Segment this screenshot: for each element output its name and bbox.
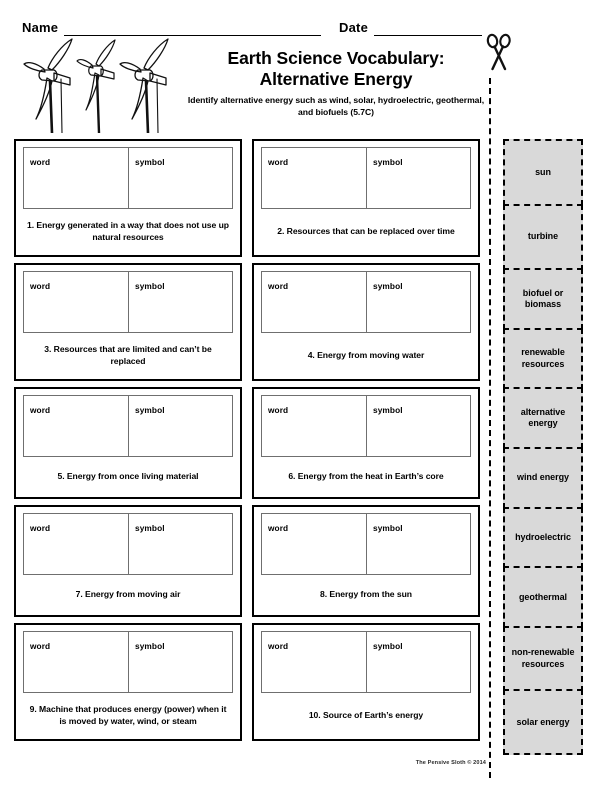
card-row <box>14 623 480 741</box>
word-bank-item-biofuel-or-biomass[interactable]: biofuel or biomass <box>503 268 583 330</box>
symbol-header: symbol <box>135 405 165 415</box>
name-label: Name <box>22 20 59 35</box>
card-table <box>23 395 233 457</box>
word-bank-item-renewable-resources[interactable]: renewable resources <box>503 328 583 390</box>
card-row <box>14 505 480 617</box>
card-row <box>14 387 480 499</box>
card-table <box>261 395 471 457</box>
word-header: word <box>30 405 51 415</box>
word-header: word <box>268 405 289 415</box>
word-header: word <box>30 157 51 167</box>
word-header: word <box>30 641 51 651</box>
word-header: word <box>30 523 51 533</box>
card-table <box>261 631 471 693</box>
symbol-cell[interactable] <box>366 272 470 332</box>
symbol-header: symbol <box>135 641 165 651</box>
card-row <box>14 139 480 257</box>
card-clue: 9. Machine that produces energy (power) when it is moved by water, wind, or steam <box>29 704 227 726</box>
word-bank-item-solar-energy[interactable]: solar energy <box>503 689 583 755</box>
word-header: word <box>268 641 289 651</box>
word-bank-item-hydroelectric[interactable]: hydroelectric <box>503 507 583 569</box>
word-bank-item-wind-energy[interactable]: wind energy <box>503 447 583 509</box>
word-header: word <box>268 157 289 167</box>
symbol-cell[interactable] <box>128 632 232 692</box>
card-clue: 7. Energy from moving air <box>75 589 181 599</box>
word-bank-item-turbine[interactable]: turbine <box>503 204 583 271</box>
card-table <box>261 147 471 209</box>
vocab-card-9[interactable] <box>14 623 242 741</box>
word-cell[interactable] <box>262 272 366 332</box>
card-clue: 3. Resources that are limited and can’t be replaced <box>44 344 212 366</box>
word-header: word <box>268 523 289 533</box>
card-clue: 6. Energy from the heat in Earth’s core <box>288 471 444 481</box>
card-table <box>23 513 233 575</box>
date-group <box>339 20 482 36</box>
wind-turbines-icon <box>14 33 194 133</box>
copyright-credit: The Pensive Sloth © 2014 <box>415 760 486 766</box>
word-bank-strip <box>503 139 583 753</box>
symbol-header: symbol <box>135 281 165 291</box>
symbol-header: symbol <box>135 523 165 533</box>
word-cell[interactable] <box>24 632 128 692</box>
word-cell[interactable] <box>24 396 128 456</box>
vocab-card-2[interactable] <box>252 139 480 257</box>
card-table <box>23 271 233 333</box>
page-subtitle: Identify alternative energy such as wind, solar, hydroelectric, geothermal, and biofuels (5.7C) <box>187 95 485 117</box>
vocab-card-3[interactable] <box>14 263 242 381</box>
date-write-line[interactable] <box>374 20 482 36</box>
card-table <box>261 513 471 575</box>
symbol-header: symbol <box>373 523 403 533</box>
symbol-cell[interactable] <box>128 272 232 332</box>
vocab-card-10[interactable] <box>252 623 480 741</box>
vocab-card-1[interactable] <box>14 139 242 257</box>
vocab-card-4[interactable] <box>252 263 480 381</box>
word-cell[interactable] <box>24 272 128 332</box>
cut-line <box>489 78 491 778</box>
card-clue: 1. Energy generated in a way that does not use up natural resources <box>27 220 229 242</box>
word-cell[interactable] <box>262 632 366 692</box>
card-table <box>261 271 471 333</box>
card-table <box>23 147 233 209</box>
word-bank-item-sun[interactable]: sun <box>503 139 583 206</box>
symbol-header: symbol <box>373 281 403 291</box>
date-label: Date <box>339 20 368 35</box>
card-clue: 2. Resources that can be replaced over time <box>277 226 455 236</box>
page-title-line1: Earth Science Vocabulary: <box>227 48 445 68</box>
symbol-cell[interactable] <box>366 148 470 208</box>
word-bank-item-alternative-energy[interactable]: alternative energy <box>503 387 583 449</box>
card-clue: 10. Source of Earth’s energy <box>308 710 424 720</box>
symbol-header: symbol <box>373 405 403 415</box>
word-header: word <box>30 281 51 291</box>
card-row <box>14 263 480 381</box>
symbol-cell[interactable] <box>128 514 232 574</box>
symbol-cell[interactable] <box>366 396 470 456</box>
card-clue: 4. Energy from moving water <box>307 350 425 360</box>
word-bank-item-non-renewable-resources[interactable]: non-renewable resources <box>503 626 583 692</box>
title-block <box>186 48 486 118</box>
word-header: word <box>268 281 289 291</box>
symbol-cell[interactable] <box>128 396 232 456</box>
vocab-card-8[interactable] <box>252 505 480 617</box>
page-title-line2: Alternative Energy <box>259 69 413 89</box>
word-cell[interactable] <box>262 148 366 208</box>
word-cell[interactable] <box>24 514 128 574</box>
vocab-card-6[interactable] <box>252 387 480 499</box>
symbol-cell[interactable] <box>128 148 232 208</box>
symbol-header: symbol <box>135 157 165 167</box>
word-bank-item-geothermal[interactable]: geothermal <box>503 566 583 628</box>
card-clue: 5. Energy from once living material <box>57 471 199 481</box>
vocabulary-card-grid <box>14 139 480 747</box>
scissors-icon <box>481 33 517 78</box>
card-clue: 8. Energy from the sun <box>319 589 413 599</box>
word-cell[interactable] <box>262 514 366 574</box>
symbol-cell[interactable] <box>366 632 470 692</box>
word-cell[interactable] <box>24 148 128 208</box>
symbol-header: symbol <box>373 641 403 651</box>
vocab-card-5[interactable] <box>14 387 242 499</box>
symbol-header: symbol <box>373 157 403 167</box>
word-cell[interactable] <box>262 396 366 456</box>
symbol-cell[interactable] <box>366 514 470 574</box>
vocab-card-7[interactable] <box>14 505 242 617</box>
card-table <box>23 631 233 693</box>
